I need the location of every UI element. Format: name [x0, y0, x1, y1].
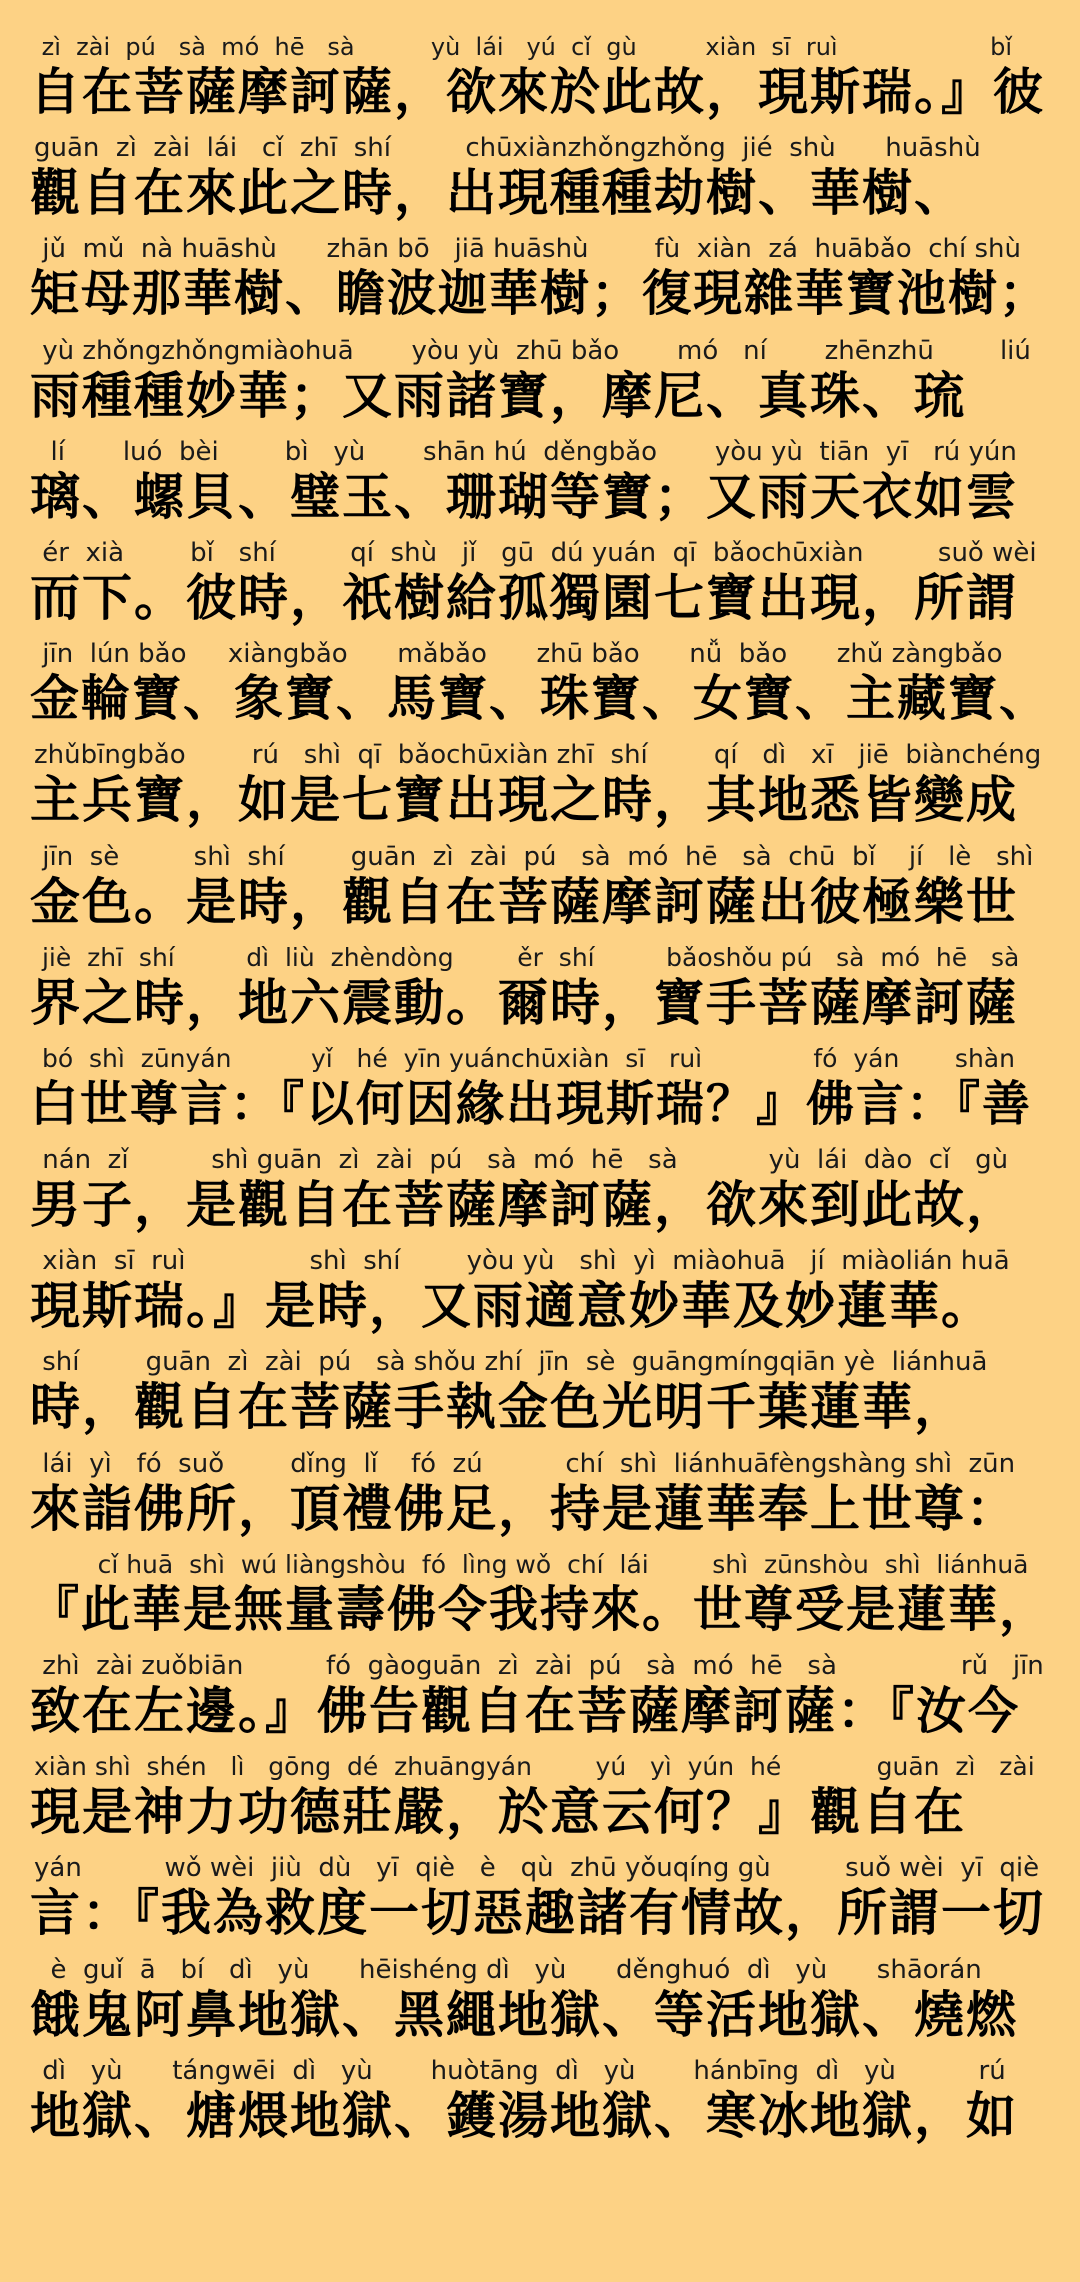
- pinyin-annotation: jiè zhī shí dì liù zhèndòng ěr shí bǎoshǒu pú sà mó hē sà: [34, 942, 1020, 972]
- pinyin-annotation: zì zài pú sà mó hē sà yù lái yú cǐ gù xiàn sī ruì bǐ: [34, 33, 1013, 61]
- text-line: [30, 1244, 1050, 1345]
- pinyin-annotation: yù zhǒngzhǒngmiàohuā yòu yù zhū bǎo mó ní zhēnzhū liú: [34, 335, 1031, 366]
- chinese-text: 主兵寶，如是七寶出現之時，其地悉皆變成: [30, 771, 1018, 830]
- text-line: [30, 30, 1050, 131]
- text-line: [30, 1649, 1050, 1750]
- pinyin-annotation: jǔ mǔ nà huāshù zhān bō jiā huāshù fù xiàn zá huābǎo chí shù: [34, 234, 1021, 265]
- chinese-text: 致在左邊。』佛告觀自在菩薩摩訶薩：『汝今: [30, 1682, 1020, 1740]
- text-line: [30, 1548, 1050, 1649]
- chinese-text: 觀自在來此之時，出現種種劫樹、華樹、: [30, 164, 966, 223]
- pinyin-annotation: dì yù tángwēi dì yù huòtāng dì yù hánbīng dì yù rú: [34, 2055, 1006, 2086]
- chinese-text: 男子，是觀自在菩薩摩訶薩，欲來到此故，: [30, 1176, 1018, 1235]
- pinyin-annotation: zhì zài zuǒbiān fó gàoguān zì zài pú sà mó hē sà rǔ jīn: [34, 1651, 1044, 1681]
- text-line: [30, 2054, 1050, 2155]
- pinyin-annotation: ér xià bǐ shí qí shù jǐ gū dú yuán qī bǎochūxiàn suǒ wèi: [34, 537, 1037, 568]
- pinyin-annotation: è guǐ ā bí dì yù hēishéng dì yù děnghuó dì yù shāorán: [34, 1954, 982, 1985]
- chinese-text: 白世尊言：『以何因緣出現斯瑞？』佛言：『善: [30, 1075, 1033, 1132]
- text-line: [30, 536, 1050, 637]
- text-line: [30, 232, 1050, 333]
- pinyin-annotation: lái yì fó suǒ dǐng lǐ fó zú chí shì liánhuāfèngshàng shì zūn: [34, 1448, 1016, 1479]
- text-line: [30, 1447, 1050, 1548]
- chinese-text: 來詣佛所，頂禮佛足，持是蓮華奉上世尊：: [30, 1479, 1018, 1538]
- text-line: [30, 334, 1050, 435]
- pinyin-annotation: xiàn sī ruì shì shí yòu yù shì yì miàohuā jí miàolián huā: [34, 1246, 1010, 1277]
- text-line: [30, 131, 1050, 232]
- chinese-text: 金輪寶、象寶、馬寶、珠寶、女寶、主藏寶、: [30, 670, 1051, 728]
- pinyin-annotation: bó shì zūnyán yǐ hé yīn yuánchūxiàn sī ruì fó yán shàn: [34, 1043, 1015, 1073]
- pinyin-annotation: jīn sè shì shí guān zì zài pú sà mó hē sà chū bǐ jí lè shì: [34, 841, 1034, 872]
- text-line: [30, 1750, 1050, 1851]
- chinese-text: 言：『我為救度一切惡趣諸有情故，所謂一切: [30, 1884, 1045, 1943]
- text-line: [30, 435, 1050, 536]
- chinese-text: 璃、螺貝、璧玉、珊瑚等寶；又雨天衣如雲: [30, 467, 1018, 526]
- text-line: [30, 1042, 1050, 1143]
- pinyin-annotation: jīn lún bǎo xiàngbǎo mǎbǎo zhū bǎo nǚ bǎo zhǔ zàngbǎo: [34, 639, 1003, 670]
- chinese-text: 自在菩薩摩訶薩，欲來於此故，現斯瑞。』彼: [30, 63, 1045, 121]
- text-line: [30, 1345, 1050, 1446]
- chinese-text: 而下。彼時，祇樹給孤獨園七寶出現，所謂: [30, 568, 1018, 627]
- chinese-text: 現斯瑞。』是時，又雨適意妙華及妙蓮華。: [30, 1277, 993, 1336]
- pinyin-annotation: xiàn shì shén lì gōng dé zhuāngyán yú yì yún hé guān zì zài: [34, 1752, 1035, 1782]
- pinyin-annotation: shí guān zì zài pú sà shǒu zhí jīn sè guāngmíngqiān yè liánhuā: [34, 1347, 988, 1378]
- chinese-text: 現是神力功德莊嚴，於意云何？』觀自在: [30, 1783, 966, 1842]
- text-line: [30, 637, 1050, 738]
- pinyin-annotation: nán zǐ shì guān zì zài pú sà mó hē sà yù lái dào cǐ gù: [34, 1145, 1009, 1176]
- pinyin-annotation: guān zì zài lái cǐ zhī shí chūxiànzhǒngzhǒng jié shù huāshù: [34, 133, 981, 164]
- pinyin-annotation: lí luó bèi bì yù shān hú děngbǎo yòu yù tiān yī rú yún: [34, 436, 1017, 467]
- text-line: [30, 840, 1050, 941]
- chinese-text: 時，觀自在菩薩手執金色光明千葉蓮華，: [30, 1378, 966, 1437]
- pinyin-annotation: yán wǒ wèi jiù dù yī qiè è qù zhū yǒuqíng gù suǒ wèi yī qiè: [34, 1853, 1040, 1884]
- text-line: [30, 941, 1050, 1042]
- chinese-text: 雨種種妙華；又雨諸寶，摩尼、真珠、琉: [30, 366, 966, 425]
- text-line: [30, 738, 1050, 839]
- text-line: [30, 1143, 1050, 1244]
- pinyin-annotation: cǐ huā shì wú liàngshòu fó lìng wǒ chí lái shì zūnshòu shì liánhuā: [34, 1549, 1029, 1579]
- chinese-text: 矩母那華樹、瞻波迦華樹；復現雜華寶池樹；: [30, 265, 1051, 323]
- text-line: [30, 1953, 1050, 2054]
- chinese-text: 『此華是無量壽佛令我持來。世尊受是蓮華，: [30, 1580, 1051, 1638]
- pinyin-annotation: zhǔbīngbǎo rú shì qī bǎochūxiàn zhī shí qí dì xī jiē biànchéng: [34, 740, 1042, 771]
- chinese-text: 餓鬼阿鼻地獄、黑繩地獄、等活地獄、燒燃: [30, 1985, 1018, 2044]
- chinese-text: 金色。是時，觀自在菩薩摩訶薩出彼極樂世: [30, 872, 1018, 931]
- chinese-text: 界之時，地六震動。爾時，寶手菩薩摩訶薩: [30, 973, 1018, 1032]
- text-line: [30, 1851, 1050, 1952]
- chinese-text: 地獄、煻煨地獄、鑊湯地獄、寒冰地獄，如: [30, 2086, 1018, 2145]
